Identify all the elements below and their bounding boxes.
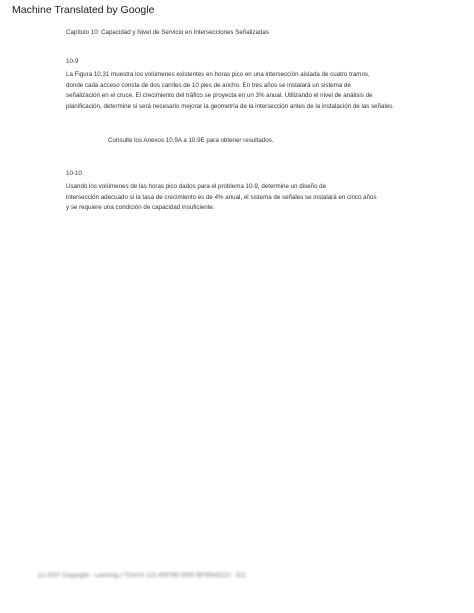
problem-number-10-10: 10-10 [66,170,82,177]
text-line: donde cada acceso consta de dos carriles de 10 pies de ancho. En tres años se instalará un sistema de [66,81,351,89]
text-line: y se requiere una condición de capacidad insuficiente. [66,204,215,211]
text-line: La Figura 10.31 muestra los volúmenes existentes en horas pico en una intersección aislada de cuatro tramos, [66,71,370,78]
machine-translated-banner: Machine Translated by Google [12,4,155,16]
text-line: Usando los volúmenes de las horas pico dados para el problema 10-9, determine un diseño de [66,183,327,190]
text-line: intersección adecuado si la tasa de crecimiento es de 4% anual, el sistema de señales se instalará en cinco años [66,193,377,201]
problem-10-10-text [66,182,426,214]
chapter-title: Capítulo 10: Capacidad y Nivel de Servicio en Intersecciones Señalizadas [66,29,269,36]
text-line: señalización en el cruce. El crecimiento del tráfico se proyecta en un 3% anual. Utilizando el nivel de análisis de [66,92,373,99]
problem-number-10-9: 10-9 [66,58,79,65]
problem-10-9-text [66,70,426,112]
annex-reference-note: Consulte los Anexos 10.9A a 10.9E para obtener resultados. [108,137,274,144]
text-line: planificación, determine si será necesario mejorar la geometría de la intersección antes de la instalación de las señales. [66,102,395,110]
page-footer: (c) 2007 Copyright - Learning | TOAXX 123 456789 0000 9876543210 - 321 [38,572,247,579]
